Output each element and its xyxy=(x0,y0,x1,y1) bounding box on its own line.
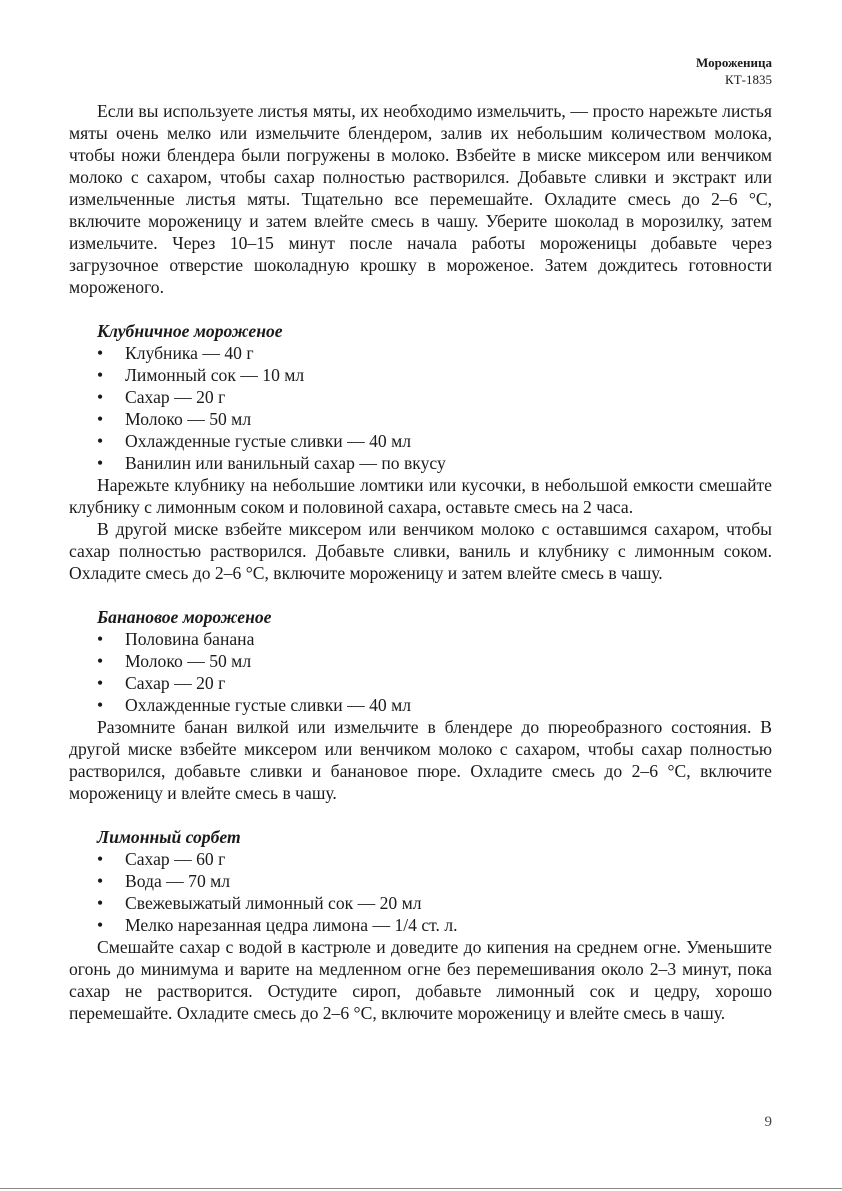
ingredient-list xyxy=(69,342,772,474)
page-number: 9 xyxy=(764,1114,772,1130)
recipe-lemon xyxy=(69,826,772,1024)
intro-paragraph: Если вы используете листья мяты, их необходимо измельчить, — просто нарежьте листья мяты очень мелко или измельчите блендером, залив их небольшим количеством молока, чтобы ножи блендера были погружены в молоко. Взбейте в миске миксером или венчиком молоко с сахаром, чтобы сахар полностью растворился. Добавьте сливки и экстракт или измельченные листья мяты. Тщательно все перемешайте. Охладите смесь до 2–6 °С, включите мороженицу и затем влейте смесь в чашу. Уберите шоколад в морозилку, затем измельчите. Через 10–15 минут после начала работы мороженицы добавьте через загрузочное отверстие шоколадную крошку в мороженое. Затем дождитесь готовности мороженого. xyxy=(69,101,772,297)
ingredient-item: • Молоко — 50 мл xyxy=(69,650,772,672)
ingredient-item: • Сахар — 60 г xyxy=(69,848,772,870)
bottom-divider xyxy=(0,1188,842,1189)
recipe-title: Банановое мороженое xyxy=(97,607,272,627)
ingredient-item: • Ванилин или ванильный сахар — по вкусу xyxy=(69,452,772,474)
product-model: КТ-1835 xyxy=(725,72,772,87)
ingredient-item: • Половина банана xyxy=(69,628,772,650)
ingredient-item: • Вода — 70 мл xyxy=(69,870,772,892)
ingredient-item: • Клубника — 40 г xyxy=(69,342,772,364)
ingredient-item: • Свежевыжатый лимонный сок — 20 мл xyxy=(69,892,772,914)
recipe-title: Клубничное мороженое xyxy=(97,321,283,341)
recipe-strawberry xyxy=(69,320,772,584)
ingredient-item: • Молоко — 50 мл xyxy=(69,408,772,430)
recipe-step: Разомните банан вилкой или измельчите в блендере до пюреобразного состояния. В другой миске взбейте миксером или венчиком молоко с сахаром, чтобы сахар полностью растворился, добавьте сливки и банановое пюре. Охладите смесь до 2–6 °С, включите мороженицу и влейте смесь в чашу. xyxy=(69,717,772,803)
page-header xyxy=(696,54,772,88)
ingredient-item: • Мелко нарезанная цедра лимона — 1/4 ст. л. xyxy=(69,914,772,936)
ingredient-item: • Охлажденные густые сливки — 40 мл xyxy=(69,694,772,716)
recipe-step: Смешайте сахар с водой в кастрюле и доведите до кипения на среднем огне. Уменьшите огонь до минимума и варите на медленном огне без перемешивания около 2–3 минут, пока сахар не растворится. Остудите сироп, добавьте лимонный сок и цедру, хорошо перемешайте. Охладите смесь до 2–6 °С, включите мороженицу и влейте смесь в чашу. xyxy=(69,937,772,1023)
recipe-banana xyxy=(69,606,772,804)
recipe-step: В другой миске взбейте миксером или венчиком молоко с оставшимся сахаром, чтобы сахар полностью растворился. Добавьте сливки, ваниль и клубнику с лимонным соком. Охладите смесь до 2–6 °С, включите мороженицу и затем влейте смесь в чашу. xyxy=(69,519,772,583)
ingredient-item: • Лимонный сок — 10 мл xyxy=(69,364,772,386)
product-name: Мороженица xyxy=(695,55,772,70)
recipe-title: Лимонный сорбет xyxy=(97,827,241,847)
ingredient-list xyxy=(69,628,772,716)
recipe-step: Нарежьте клубнику на небольшие ломтики или кусочки, в небольшой емкости смешайте клубнику с лимонным соком и половиной сахара, оставьте смесь на 2 часа. xyxy=(69,475,772,517)
ingredient-item: • Охлажденные густые сливки — 40 мл xyxy=(69,430,772,452)
ingredient-list xyxy=(69,848,772,936)
page-content xyxy=(69,100,772,1024)
ingredient-item: • Сахар — 20 г xyxy=(69,672,772,694)
ingredient-item: • Сахар — 20 г xyxy=(69,386,772,408)
